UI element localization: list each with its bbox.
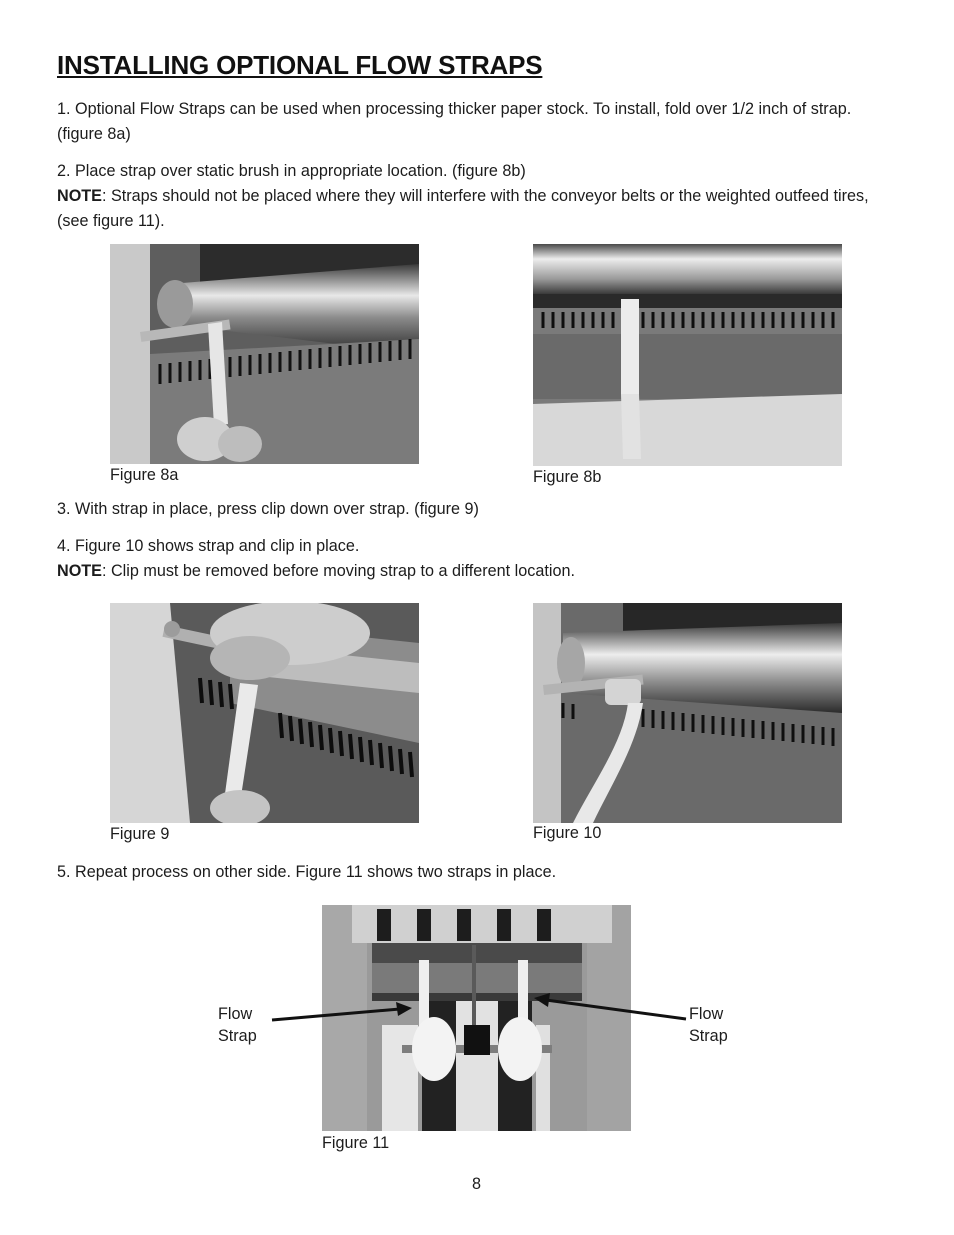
left-callout-line [272, 1009, 400, 1020]
step-2-text: 2. Place strap over static brush in appropriate location. (figure 8b) [57, 162, 526, 180]
right-callout-line [546, 1000, 686, 1019]
figure-9-caption: Figure 9 [110, 825, 170, 843]
right-callout-line2: Strap [689, 1027, 728, 1045]
note-1-label: NOTE [57, 187, 102, 205]
left-callout-line2: Strap [218, 1027, 257, 1045]
step-1-text: 1. Optional Flow Straps can be used when processing thicker paper stock. To install, fold over 1/2 inch of strap. (figure 8a) [57, 100, 852, 143]
left-callout-line1: Flow [218, 1005, 253, 1023]
figure-11-caption: Figure 11 [322, 1134, 390, 1152]
right-arrowhead [534, 993, 550, 1007]
page-number: 8 [472, 1175, 482, 1193]
left-arrowhead [396, 1002, 412, 1016]
step-5-text: 5. Repeat process on other side. Figure 11 shows two straps in place. [57, 863, 557, 881]
note-2-text: : Clip must be removed before moving strap to a different location. [101, 562, 575, 580]
right-callout-line1: Flow [689, 1005, 724, 1023]
note-1-text: : Straps should not be placed where they will interfere with the conveyor belts or the weighted outfeed tires, (see figure 11). [57, 187, 869, 230]
figure-8a-caption: Figure 8a [110, 466, 179, 484]
figure-10-caption: Figure 10 [533, 824, 602, 842]
step-3-text: 3. With strap in place, press clip down over strap. (figure 9) [57, 500, 479, 518]
left-flow-strap-label [218, 1003, 257, 1047]
note-2-label: NOTE [57, 562, 102, 580]
page-title: INSTALLING OPTIONAL FLOW STRAPS [57, 50, 543, 80]
step-4-text: 4. Figure 10 shows strap and clip in place. [57, 537, 360, 555]
figure-8b-caption: Figure 8b [533, 468, 602, 486]
right-flow-strap-label [689, 1003, 728, 1047]
